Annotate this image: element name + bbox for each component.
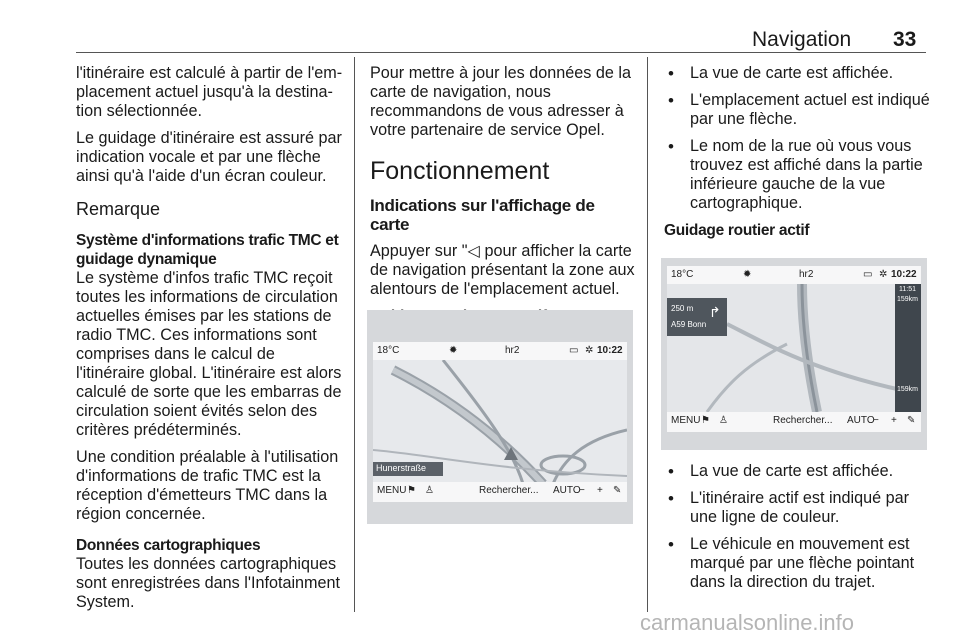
turn-right-icon: ↱ [709,304,721,320]
street-name: Hunerstraße [376,463,427,473]
temperature: 18°C [377,345,400,356]
column-2 [370,64,635,326]
map-data-title: Données cartographiques [76,537,261,554]
list-item: • La vue de carte est affichée. [664,64,930,83]
paragraph: Appuyer sur "◁ pour afficher la carte de navigation présentant la zone aux alentours de l'emplacement actuel. [370,242,635,298]
flag-icon[interactable]: ⚑ [407,485,416,496]
audio-source: hr2 [505,345,520,356]
zoom-in-icon[interactable]: + [891,415,897,426]
remaining-distance-bottom: 159km [897,386,919,393]
clock: 10:22 [597,345,623,356]
flag-icon[interactable]: ⚑ [701,415,710,426]
subsection-title: Indications sur l'affichage de carte [370,196,595,234]
edit-icon[interactable]: ✎ [907,415,916,426]
audio-source: hr2 [799,269,814,280]
zoom-in-icon[interactable]: + [597,485,603,496]
zoom-out-icon[interactable]: − [873,415,879,426]
nav-screenshot-active [661,258,927,450]
column-divider [647,57,648,612]
watermark: carmanualsonline.info [640,610,855,635]
bullet-list [664,64,930,213]
remaining-distance: 159km [897,296,919,303]
note-subtitle: Système d'informations trafic TMC et guidage dynamique [76,232,339,268]
list-item: • La vue de carte est affichée. [664,462,930,481]
eta: 11:51 [899,286,916,293]
menu-button[interactable]: MENU [377,485,407,496]
paragraph: Une condition préalable à l'utilisation d'informations de trafic TMC est la réception d'émetteurs TMC dans la région concernée. [76,448,339,523]
phone-icon: ▭ [569,345,579,356]
person-icon[interactable]: ♙ [719,415,728,426]
gear-icon: ✲ [879,269,888,280]
paragraph: Le guidage d'itinéraire est assuré par indication vocale et par une flèche ainsi qu'à l'aide d'un écran couleur. [76,129,342,185]
column-divider [354,57,355,612]
auto-button[interactable]: AUTO [553,485,581,496]
gear-icon: ✲ [585,345,594,356]
paragraph: Le système d'infos trafic TMC reçoit toutes les informations de circulation actuelles émises par les stations de radio TMC. Ces informations sont comprises dans le calcul de l'itinéraire global. L'itinéraire est alors calculé de sorte que les embarras de circulation soient évités selon des critères prédéterminés. [76,269,342,439]
list-item: • L'itinéraire actif est indiqué par une ligne de couleur. [664,489,930,527]
bullet-list [664,462,930,592]
search-button[interactable]: Rechercher... [479,485,539,496]
road-name: A59 Bonn [671,320,707,329]
list-item: • Le véhicule en mouvement est marqué par une flèche pointant dans la direction du trajet. [664,535,930,592]
paragraph: Pour mettre à jour les données de la carte de navigation, nous recommandons de vous adresser à votre partenaire de service Opel. [370,64,631,139]
map-view [667,284,921,412]
column-3-lower [664,462,930,600]
zoom-out-icon[interactable]: − [579,485,585,496]
figure-caption: Guidage routier actif [664,222,810,239]
column-1 [76,64,346,620]
page-number: 33 [893,28,917,51]
nav-screenshot-inactive [367,310,633,524]
distance: 250 m [671,304,694,313]
header-rule [76,52,926,53]
auto-button[interactable]: AUTO [847,415,875,426]
list-item: • L'emplacement actuel est indiqué par une flèche. [664,91,930,129]
sun-icon: ✹ [449,345,458,356]
menu-button[interactable]: MENU [671,415,701,426]
page-header-title: Navigation [752,28,852,51]
temperature: 18°C [671,269,694,280]
phone-icon: ▭ [863,269,873,280]
note-title: Remarque [76,199,161,219]
person-icon[interactable]: ♙ [425,485,434,496]
column-3 [664,64,930,240]
edit-icon[interactable]: ✎ [613,485,622,496]
section-title: Fonctionnement [370,157,550,185]
paragraph: Toutes les données cartographiques sont enregistrées dans l'Infotainment System. [76,555,341,611]
paragraph: l'itinéraire est calculé à partir de l'emplacement actuel jusqu'à la destination sélectionnée. [76,64,343,120]
list-item: • Le nom de la rue où vous vous trouvez est affiché dans la partie inférieure gauche de la vue cartographique. [664,137,930,213]
search-button[interactable]: Rechercher... [773,415,833,426]
sun-icon: ✹ [743,269,752,280]
clock: 10:22 [891,269,917,280]
